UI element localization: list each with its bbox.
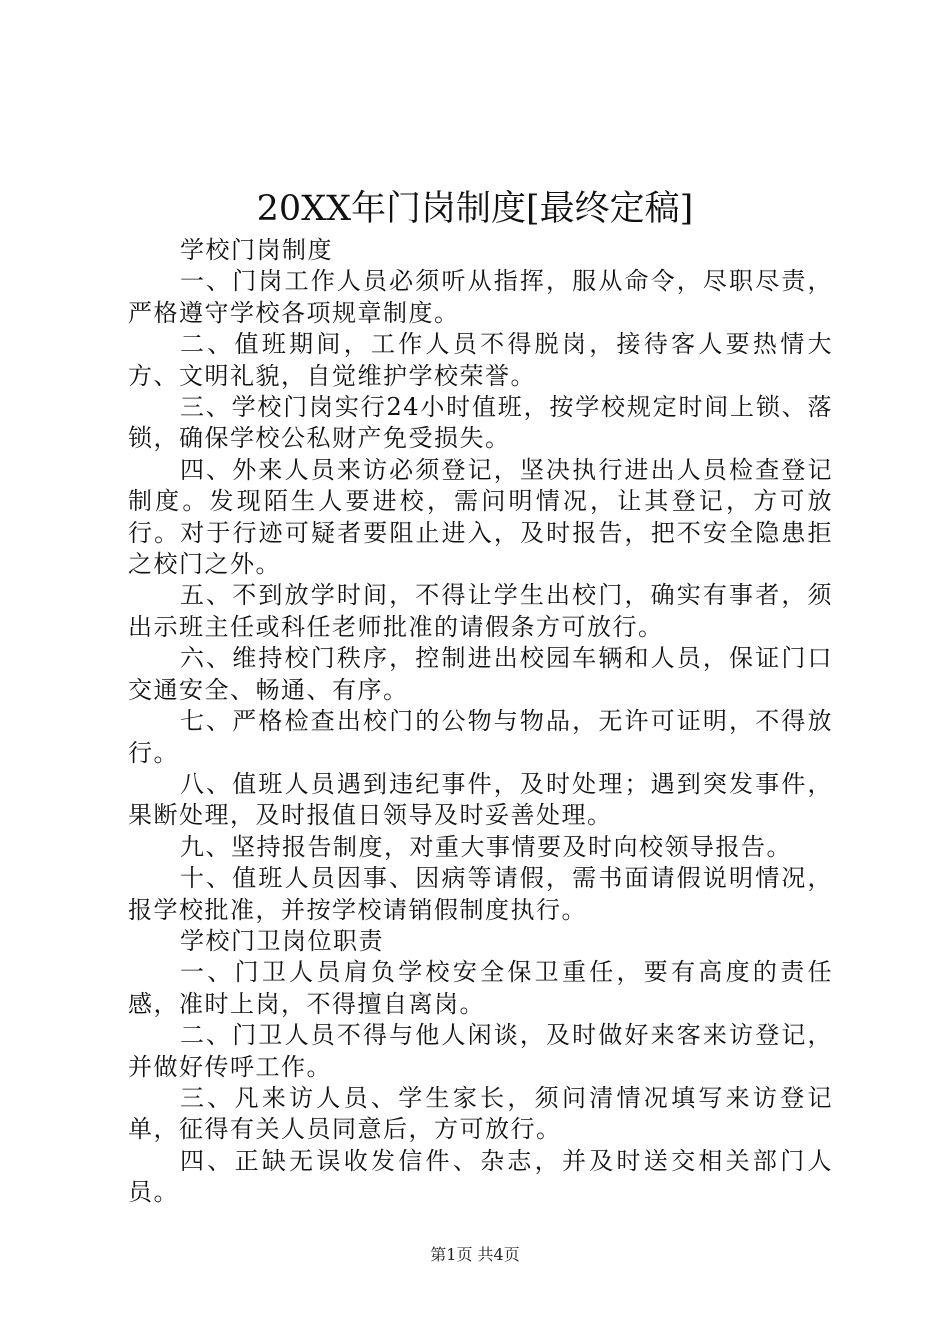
paragraph: 一、门卫人员肩负学校安全保卫重任，要有高度的责任感，准时上岗，不得擅自离岗。 [128,958,833,1018]
paragraph: 九、坚持报告制度，对重大事情要及时向校领导报告。 [180,832,792,861]
page-number-footer: 第1页 共4页 [430,1245,520,1264]
paragraph: 三、凡来访人员、学生家长，须问清情况填写来访登记单，征得有关人员同意后，方可放行。 [128,1083,833,1144]
paragraph: 二、值班期间，工作人员不得脱岗，接待客人要热情大方、文明礼貌，自觉维护学校荣誉。 [128,330,833,390]
paragraph: 二、门卫人员不得与他人闲谈，及时做好来客来访登记，并做好传呼工作。 [128,1021,833,1081]
paragraph: 六、维持校门秩序，控制进出校园车辆和人员，保证门口交通安全、畅通、有序。 [128,644,833,704]
paragraph: 十、值班人员因事、因病等请假，需书面请假说明情况，报学校批准，并按学校请销假制度执行。 [128,864,833,924]
paragraph: 八、值班人员遇到违纪事件，及时处理；遇到突发事件，果断处理，及时报值日领导及时妥善处理。 [128,769,833,830]
paragraph: 七、严格检查出校门的公物与物品，无许可证明，不得放行。 [128,707,833,767]
paragraph: 四、正缺无误收发信件、杂志，并及时送交相关部门人员。 [128,1146,833,1207]
section-heading-gate-system: 学校门岗制度 [180,236,333,264]
paragraph: 五、不到放学时间，不得让学生出校门，确实有事者，须出示班主任或科任老师批准的请假条方可放行。 [128,581,833,641]
paragraph: 一、门岗工作人员必须听从指挥，服从命令，尽职尽责，严格遵守学校各项规章制度。 [128,267,833,327]
section-heading-guard-duties: 学校门卫岗位职责 [180,926,384,955]
paragraph: 三、学校门岗实行24小时值班，按学校规定时间上锁、落锁，确保学校公私财产免受损失。 [128,393,833,453]
document-body [128,235,833,1209]
document-title: 20XX年门岗制度[最终定稿] [256,189,694,229]
paragraph: 四、外来人员来访必须登记，坚决执行进出人员检查登记制度。发现陌生人要进校，需问明情况，让其登记，方可放行。对于行迹可疑者要阻止进入，及时报告，把不安全隐患拒之校门之外。 [128,455,833,579]
